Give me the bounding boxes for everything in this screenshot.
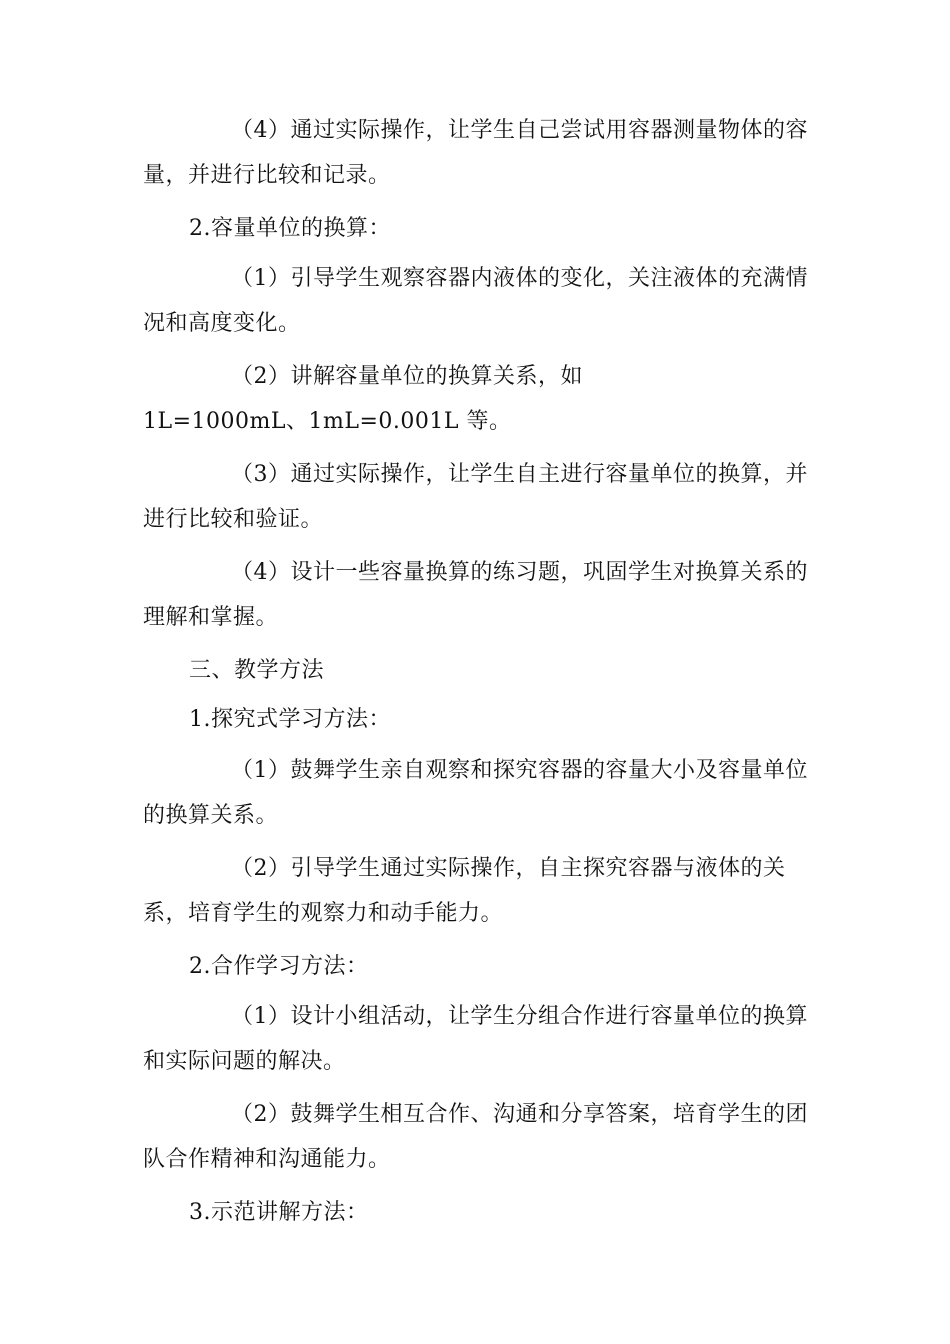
conversion-relation-line1: （2）讲解容量单位的换算关系，如 xyxy=(231,364,583,389)
conversion-relation-line2: 1L=1000mL、1mL=0.001L 等。 xyxy=(143,409,512,434)
paragraph-guide-operation: （2）引导学生通过实际操作，自主探究容器与液体的关系，培育学生的观察力和动手能力。 xyxy=(143,856,786,926)
heading-inquiry-method: 1.探究式学习方法： xyxy=(189,707,391,732)
paragraph-conversion-relation xyxy=(143,354,808,444)
paragraph-teamwork: （2）鼓舞学生相互合作、沟通和分享答案，培育学生的团队合作精神和沟通能力。 xyxy=(143,1102,808,1172)
paragraph-exercises: （4）设计一些容量换算的练习题，巩固学生对换算关系的理解和掌握。 xyxy=(143,560,808,630)
heading-unit-conversion: 2.容量单位的换算： xyxy=(189,216,391,241)
section-heading-teaching-methods: 三、教学方法 xyxy=(189,658,325,683)
paragraph-measure-practice: （4）通过实际操作，让学生自己尝试用容器测量物体的容量，并进行比较和记录。 xyxy=(143,118,808,188)
heading-demonstration-method: 3.示范讲解方法： xyxy=(189,1200,369,1225)
paragraph-observe-liquid: （1）引导学生观察容器内液体的变化，关注液体的充满情况和高度变化。 xyxy=(143,266,808,336)
heading-cooperative-method: 2.合作学习方法： xyxy=(189,954,369,979)
paragraph-self-conversion: （3）通过实际操作，让学生自主进行容量单位的换算，并进行比较和验证。 xyxy=(143,462,808,532)
paragraph-encourage-observe: （1）鼓舞学生亲自观察和探究容器的容量大小及容量单位的换算关系。 xyxy=(143,758,808,828)
paragraph-group-activity: （1）设计小组活动，让学生分组合作进行容量单位的换算和实际问题的解决。 xyxy=(143,1004,808,1074)
